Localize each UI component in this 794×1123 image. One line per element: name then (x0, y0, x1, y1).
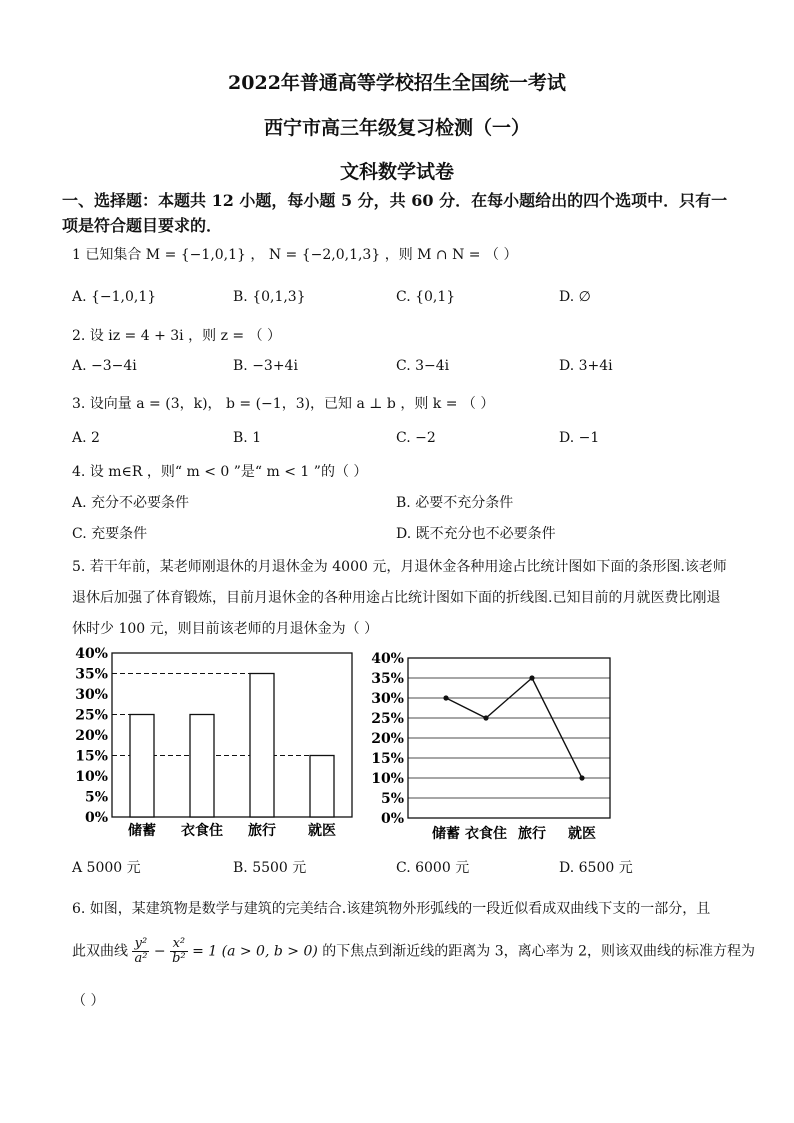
q5-option-b: B. 5500 元 (233, 860, 307, 876)
question-6-line3: （ ） (72, 993, 105, 1009)
y-tick-label: 5% (380, 791, 404, 807)
fraction-y2-a2 (132, 937, 149, 966)
x-tick-label: 就医 (308, 823, 336, 839)
q2-option-d: D. 3+4i (559, 358, 613, 374)
fraction-x2-b2 (170, 937, 188, 966)
fraction-denominator: b² (172, 951, 186, 966)
y-tick-label: 30% (371, 691, 404, 707)
y-tick-label: 15% (371, 751, 404, 767)
bar-1 (130, 715, 154, 818)
y-tick-label: 40% (75, 646, 108, 662)
q1-option-c: C. {0,1} (396, 289, 456, 305)
x-tick-label: 储蓄 (432, 826, 460, 842)
y-tick-label: 35% (371, 671, 404, 687)
data-point-3 (529, 675, 534, 680)
y-tick-label: 10% (371, 771, 404, 787)
x-tick-label: 旅行 (518, 826, 546, 842)
y-tick-label: 10% (75, 769, 108, 785)
q3-option-c: C. −2 (396, 430, 436, 446)
y-tick-label: 5% (84, 789, 108, 806)
x-tick-label: 旅行 (248, 823, 276, 839)
question-6-line2 (72, 937, 755, 966)
question-6-line1: 6. 如图，某建筑物是数学与建筑的完美结合.该建筑物外形弧线的一段近似看成双曲线下支的一部分，且 (72, 901, 711, 917)
y-tick-label: 15% (75, 748, 108, 765)
fraction-numerator: x² (170, 937, 188, 952)
question-3-stem: 3. 设向量 a = (3，k)， b = (−1，3)，已知 a ⊥ b ，则 k = （ ） (72, 396, 495, 412)
bar-4 (310, 756, 334, 818)
q3-option-b: B. 1 (233, 430, 262, 446)
line-chart (362, 650, 622, 845)
y-tick-label: 20% (371, 731, 404, 747)
y-tick-label: 30% (75, 687, 108, 703)
fraction-numerator: y² (132, 937, 149, 952)
equation-rhs: = 1 (a > 0, b > 0) (192, 943, 318, 960)
q3-option-d: D. −1 (559, 430, 600, 446)
y-tick-label: 25% (75, 707, 108, 724)
y-tick-label: 0% (380, 811, 404, 827)
question-1-stem: 1 已知集合 M = {−1,0,1} ， N = {−2,0,1,3} ，则 M ∩ N = （ ） (72, 247, 518, 263)
y-tick-label: 0% (84, 810, 108, 826)
paper-subtitle: 西宁市高三年级复习检测（一） (263, 117, 530, 139)
bar-chart (60, 645, 360, 845)
q2-option-a: A. −3−4i (72, 358, 137, 374)
question-5-line2: 退休后加强了体育锻炼，目前月退休金的各种用途占比统计图如下面的折线图.已知目前的月就医费比刚退 (72, 590, 721, 606)
q2-option-b: B. −3+4i (233, 358, 298, 374)
paper-title: 2022年普通高等学校招生全国统一考试 (228, 72, 566, 94)
x-tick-label: 衣食住 (181, 823, 223, 839)
paper-subject: 文科数学试卷 (339, 161, 454, 183)
q2-option-c: C. 3−4i (396, 358, 450, 374)
x-tick-label: 储蓄 (128, 823, 156, 839)
question-2-stem: 2. 设 iz = 4 + 3i ，则 z = （ ） (72, 328, 282, 344)
q6-line2-suffix: 的下焦点到渐近线的距离为 3，离心率为 2，则该双曲线的标准方程为 (322, 943, 755, 960)
q5-option-c: C. 6000 元 (396, 860, 470, 876)
series-line (446, 678, 582, 778)
q1-option-b: B. {0,1,3} (233, 289, 306, 305)
q4-option-a: A. 充分不必要条件 (72, 495, 190, 511)
y-tick-label: 20% (75, 728, 108, 744)
data-point-2 (483, 715, 488, 720)
question-5-line1: 5. 若干年前，某老师刚退休的月退休金为 4000 元，月退休金各种用途占比统计图如下面的条形图.该老师 (72, 559, 727, 575)
section-heading-line2: 项是符合题目要求的． (62, 216, 223, 235)
bar-3 (250, 674, 274, 818)
bar-2 (190, 715, 214, 818)
question-5-line3: 休时少 100 元，则目前该老师的月退休金为（ ） (72, 621, 379, 637)
question-4-stem: 4. 设 m∈R ，则“ m < 0 ”是“ m < 1 ”的（ ） (72, 464, 368, 480)
fraction-denominator: a² (134, 951, 148, 966)
q4-option-b: B. 必要不充分条件 (396, 495, 514, 511)
y-tick-label: 40% (371, 651, 404, 667)
q1-option-d: D. ∅ (559, 289, 591, 305)
y-tick-label: 35% (75, 666, 108, 683)
data-point-1 (443, 695, 448, 700)
x-tick-label: 衣食住 (465, 826, 507, 842)
q3-option-a: A. 2 (72, 430, 100, 446)
q4-option-c: C. 充要条件 (72, 526, 148, 542)
q5-option-a: A 5000 元 (72, 860, 141, 876)
q1-option-a: A. {−1,0,1} (72, 289, 157, 305)
q6-line2-prefix: 此双曲线 (72, 943, 128, 960)
section-heading-line1: 一、选择题：本题共 12 小题，每小题 5 分，共 60 分．在每小题给出的四个选项中．只有一 (62, 191, 728, 210)
q5-option-d: D. 6500 元 (559, 860, 633, 876)
x-tick-label: 就医 (568, 826, 596, 842)
q4-option-d: D. 既不充分也不必要条件 (396, 526, 556, 542)
data-point-4 (579, 775, 584, 780)
minus-sign: − (153, 943, 166, 960)
y-tick-label: 25% (371, 711, 404, 727)
